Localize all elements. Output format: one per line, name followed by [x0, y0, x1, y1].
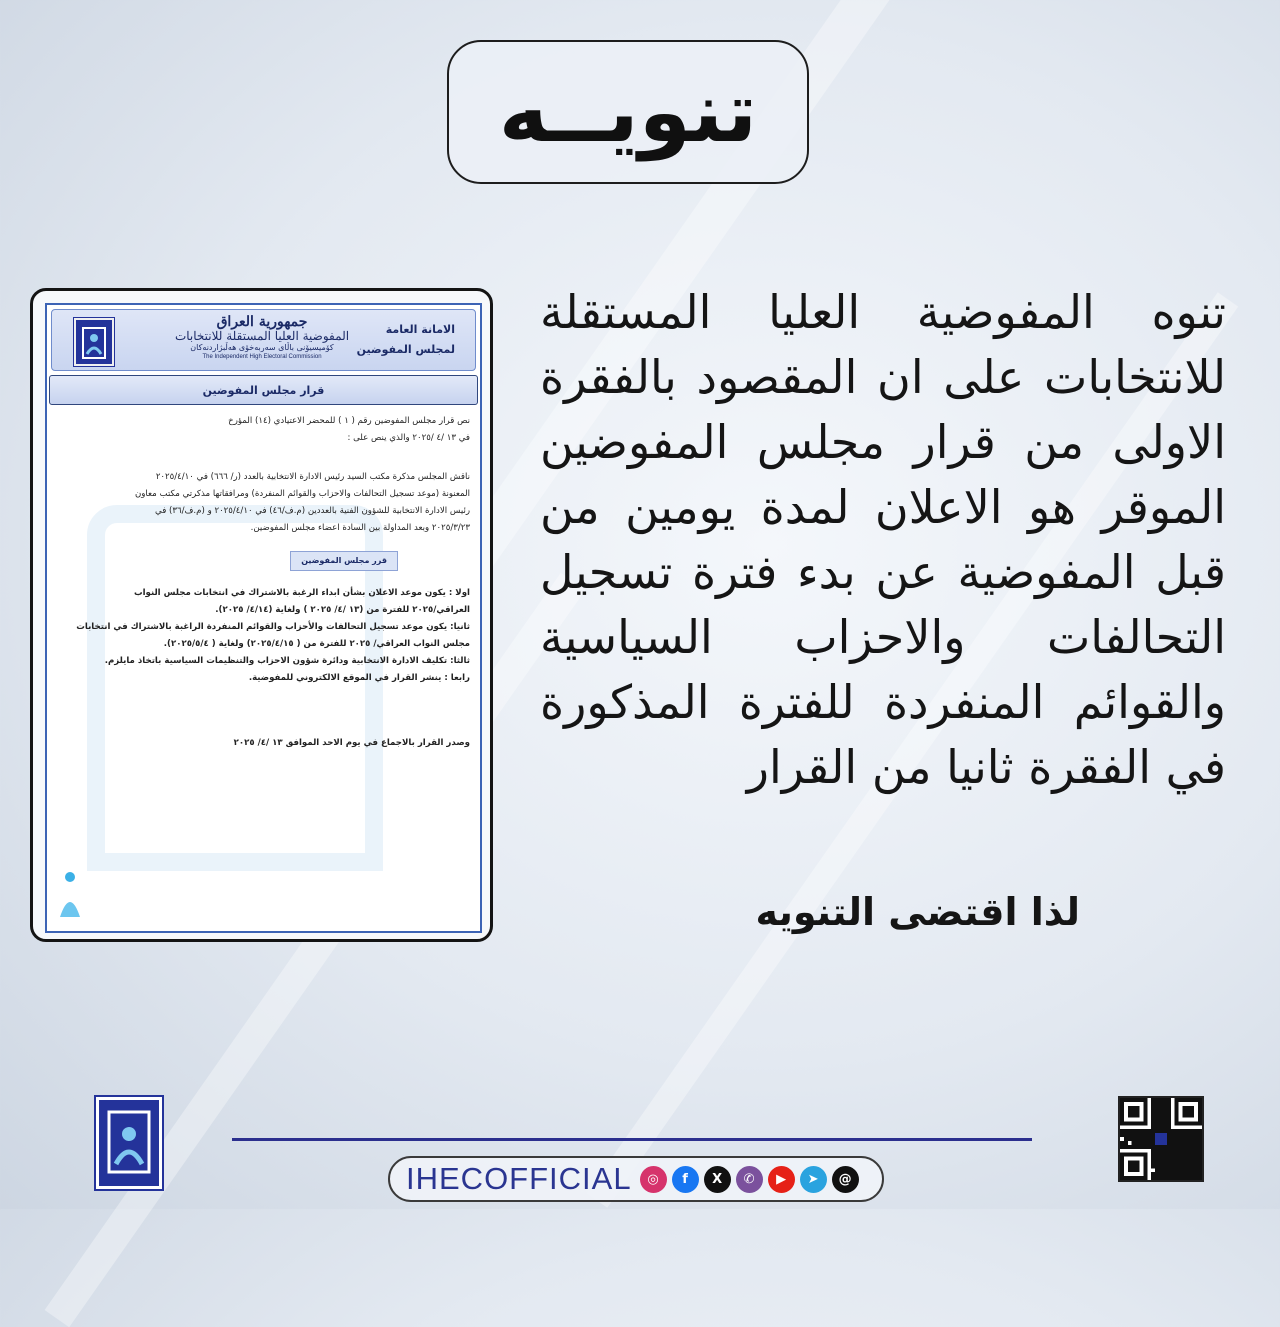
- instagram-icon[interactable]: ◎: [640, 1166, 667, 1193]
- qr-code[interactable]: [1118, 1096, 1204, 1182]
- header-department-line: الامانة العامة: [385, 323, 455, 336]
- decision-item: رابعا : ينشر القرار في الموقع الالكتروني للمفوضية.: [248, 673, 470, 683]
- youtube-icon[interactable]: ▶: [768, 1166, 795, 1193]
- page-title: تنويــه: [498, 63, 758, 161]
- announcement-text: تنوه المفوضية العليا المستقلة للانتخابات على ان المقصود بالفقرة الاولى من قرار مجلس المفوضين الموقر هو الاعلان لمدة يومين من قبل المفوضية عن بدء فترة تسجيل التحالفات والاحزاب السياسية والقوائم المنفردة للفترة المذكورة في الفقرة ثانيا من القرار: [540, 285, 1226, 794]
- ihec-logo-icon: [74, 318, 114, 366]
- facebook-icon[interactable]: f: [672, 1166, 699, 1193]
- conclusion-text: لذا اقتضى التنويه: [755, 890, 1080, 934]
- decision-item: العراقي/٢٠٢٥ للفترة من (١٣ /٤/ ٢٠٢٥ ) ولغاية (٤/١٤/ ٢٠٢٥).: [215, 605, 470, 615]
- decision-item: مجلس النواب العراقي/ ٢٠٢٥ للفترة من ( ٢٠٢٥/٤/١٥) ولغاية ( ٢٠٢٥/٥/٤).: [163, 639, 470, 649]
- header-commission-kurdish: كۆمیسیۆنی باڵای سەربەخۆی هەڵبژاردنەکان: [190, 343, 334, 352]
- footer-divider: [232, 1138, 1032, 1141]
- viber-icon[interactable]: ✆: [736, 1166, 763, 1193]
- watermark-figure-icon: [55, 867, 85, 923]
- header-commission-arabic: المفوضية العليا المستقلة للانتخابات: [174, 329, 350, 343]
- document-text-line: في ١٣ /٤ /٢٠٢٥ والذي ينص على :: [347, 433, 470, 443]
- header-department: [357, 320, 455, 360]
- header-department-line: لمجلس المفوضين: [356, 343, 455, 356]
- header-commission-english: The Independent High Electoral Commission: [202, 354, 322, 360]
- document-text-line: نص قرار مجلس المفوضين رقم ( ١ ) للمحضر الاعتيادي (١٤) المؤرخ: [228, 416, 470, 426]
- document-text-line: رئيس الادارة الانتخابية للشؤون الفنية بالعددين (م.ف/٤٦) في ٢٠٢٥/٤/١٠ و (م.ف/٣٦) في: [155, 506, 470, 516]
- document-header: [51, 309, 476, 371]
- document-text-line: ناقش المجلس مذكرة مكتب السيد رئيس الادارة الانتخابية بالعدد (ر/ ٦٦٦) في ٢٠٢٥/٤/١٠: [155, 472, 470, 482]
- social-bar: [388, 1156, 884, 1202]
- decision-item: ثالثا: تكليف الادارة الانتخابية ودائرة شؤون الاحزاب والتنظيمات السياسية باتخاذ مايلزم.: [104, 656, 470, 666]
- document-frame: [30, 288, 493, 942]
- x-icon[interactable]: X: [704, 1166, 731, 1193]
- document-page: [45, 303, 482, 933]
- document-body: [57, 413, 470, 921]
- social-handle[interactable]: IHECOFFICIAL: [406, 1161, 632, 1196]
- decision-badge: قرر مجلس المفوضين: [290, 551, 398, 571]
- header-commission-name: [162, 314, 362, 361]
- document-title-bar: [49, 375, 478, 405]
- document-bar-title: قرار مجلس المفوضين: [202, 383, 325, 397]
- telegram-icon[interactable]: ➤: [800, 1166, 827, 1193]
- decision-footer: وصدر القرار بالاجماع في يوم الاحد الموافق ١٣ /٤/ ٢٠٢٥: [233, 738, 470, 748]
- threads-icon[interactable]: @: [832, 1166, 859, 1193]
- document-text-line: ٢٠٢٥/٣/٢٣ وبعد المداولة بين السادة اعضاء مجلس المفوضين.: [250, 523, 470, 533]
- decision-item: اولا : يكون موعد الاعلان بشأن ابداء الرغبة بالاشتراك في انتخابات مجلس النواب: [133, 588, 470, 598]
- header-country: جمهورية العراق: [216, 314, 308, 330]
- ihec-logo-icon: [96, 1097, 162, 1189]
- decision-items: [57, 585, 470, 687]
- document-text-line: المعنونة (موعد تسجيل التحالفات والاحزاب والقوائم المنفردة) ومرافقاتها مذكرتي مكتب معاون: [134, 489, 470, 499]
- social-icons: [640, 1166, 859, 1193]
- decision-item: ثانيا: يكون موعد تسجيل التحالفات والأحزاب والقوائم المنفردة الراغبة بالاشتراك في انتخابات: [76, 622, 470, 632]
- title-box: [447, 40, 809, 184]
